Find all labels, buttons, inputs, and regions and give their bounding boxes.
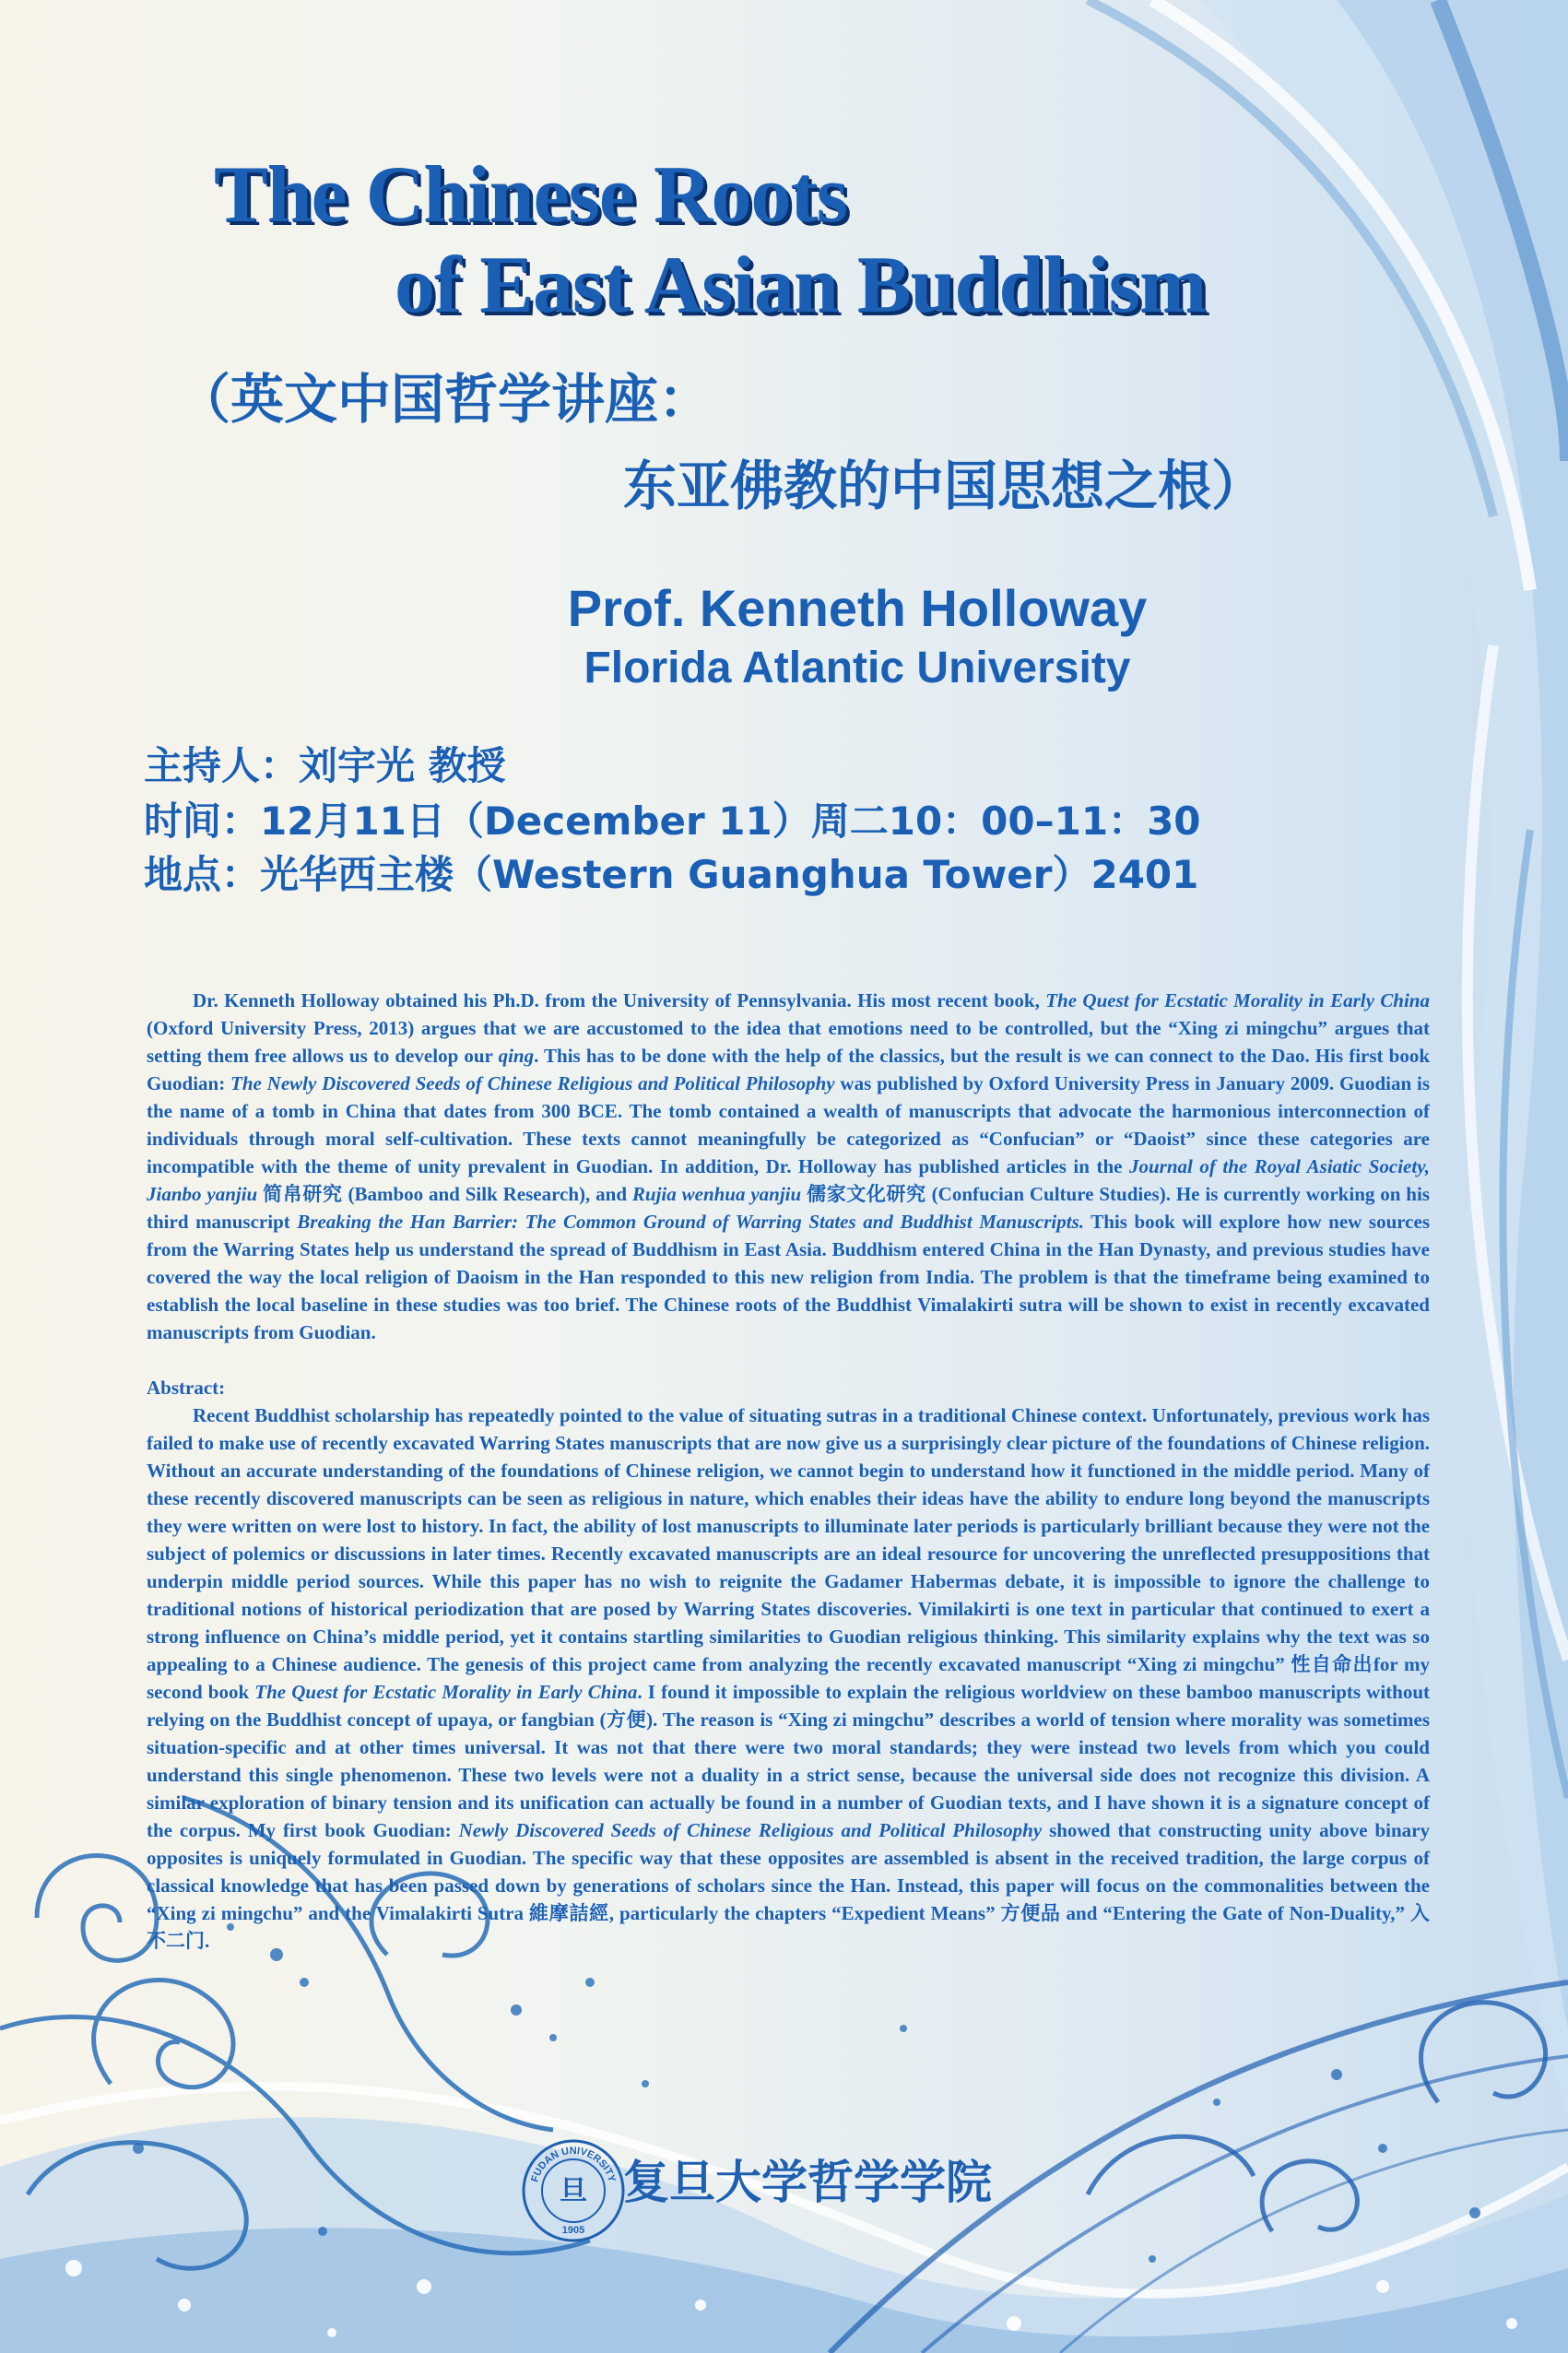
svg-text:1905: 1905 — [561, 2225, 585, 2236]
body-text — [147, 987, 1430, 1955]
place-info: 地点：光华西主楼（Western Guanghua Tower）2401 — [144, 852, 1199, 897]
svg-text:FUDAN UNIVERSITY: FUDAN UNIVERSITY — [529, 2145, 618, 2184]
subtitle-cn-line-2: 东亚佛教的中国思想之根） — [623, 455, 1266, 517]
speaker-name: Prof. Kenneth Holloway — [567, 579, 1148, 637]
institution-name: 复旦大学哲学学院 — [623, 2156, 992, 2209]
time-info: 时间：12月11日（December 11）周二10：00–11：30 — [144, 798, 1201, 844]
abstract-label: Abstract: — [147, 1377, 226, 1399]
svg-text:旦: 旦 — [560, 2175, 587, 2207]
title-line-2: of East Asian Buddhism — [395, 241, 1207, 330]
fudan-university-seal-icon — [520, 2137, 627, 2244]
subtitle-cn-line-1: （英文中国哲学讲座： — [177, 368, 713, 431]
abstract-paragraph: Recent Buddhist scholarship has repeatedly pointed to the value of situating sutras in a traditional Chinese context. Unfortunately, previous work has failed to make use of recently excavated Warring States manuscripts that are now give us a surprisingly clear picture of the foundations of Chinese religion. Without an accurate understanding of the foundations of Chinese religion, we cannot begin to understand how it functioned in the middle period. Many of these recently discovered manuscripts can be seen as religious in nature, which enables their ideas have the ability to endure long beyond the manuscripts they were written on were lost to history. In fact, the ability of lost manuscripts to illuminate later periods is particularly brilliant because they were not the subject of polemics or discussions in later times. Recently excavated manuscripts are an ideal resource for uncovering the unreflected presuppositions that underpin middle period sources. While this paper has no wish to reignite the Gadamer Habermas debate, it is impossible to ignore the challenge to traditional notions of historical periodization that are posed by Warring States discoveries. Vimilakirti is one text in particular that continued to exert a strong influence on China’s middle period, yet it contains startling similarities to Guodian religious thinking. This similarity explains why the text was so appealing to a Chinese audience. The genesis of this project came from analyzing the recently excavated manuscript “Xing zi mingchu” 性自命出for my second book The Quest for Ecstatic Morality in Early China. I found it impossible to explain the religious worldview on these bamboo manuscripts without relying on the Buddhist concept of upaya, or fangbian (方便). The reason is “Xing zi mingchu” describes a world of tension where morality was sometimes situation-specific and at other times universal. It was not that there were two moral standards; they were instead two levels from which you could understand this single phenomenon. These two levels were not a duality in a strict sense, because the universal side does not recognize this division. A similar exploration of binary tension and its unification can actually be found in a number of Guodian texts, and I have shown it is a signature concept of the corpus. My first book Guodian: Newly Discovered Seeds of Chinese Religious and Political Philosophy showed that constructing unity above binary opposites is uniquely formulated in Guodian. The specific way that these opposites are assembled is absent in the received tradition, the large corpus of classical knowledge that has been passed down by generations of scholars since the Han. Instead, this paper will focus on the commonalities between the “Xing zi mingchu” and the Vimalakirti Sutra 維摩詰經, particularly the chapters “Expedient Means” 方便品 and “Entering the Gate of Non-Duality,” 入不二门. — [147, 1404, 1431, 1952]
title-line-1: The Chinese Roots — [214, 150, 848, 240]
host-info: 主持人：刘宇光 教授 — [144, 743, 506, 788]
bio-paragraph: Dr. Kenneth Holloway obtained his Ph.D. from the University of Pennsylvania. His most recent book, The Quest for Ecstatic Morality in Early China (Oxford University Press, 2013) argues that we are accustomed to the idea that emotions need to be controlled, but the “Xing zi mingchu” argues that setting them free allows us to develop our qing. This has to be done with the help of the classics, but the result is we can connect to the Dao. His first book Guodian: The Newly Discovered Seeds of Chinese Religious and Political Philosophy was published by Oxford University Press in January 2009. Guodian is the name of a tomb in China that dates from 300 BCE. The tomb contained a wealth of manuscripts that advocate the harmonious interconnection of individuals through moral self-cultivation. These texts cannot meaningfully be categorized as “Confucian” or “Daoist” since these categories are incompatible with the theme of unity prevalent in Guodian. In addition, Dr. Holloway has published articles in the Journal of the Royal Asiatic Society, Jianbo yanjiu 简帛研究 (Bamboo and Silk Research), and Rujia wenhua yanjiu 儒家文化研究 (Confucian Culture Studies). He is currently working on his third manuscript Breaking the Han Barrier: The Common Ground of Warring States and Buddhist Manuscripts. This book will explore how new sources from the Warring States help us understand the spread of Buddhism in East Asia. Buddhism entered China in the Han Dynasty, and previous studies have covered the way the local religion of Daoism in the Han responded to this new religion from India. The problem is that the timeframe being examined to establish the local baseline in these studies was too brief. The Chinese roots of the Buddhist Vimalakirti sutra will be shown to exist in recently excavated manuscripts from Guodian. — [147, 989, 1430, 1343]
speaker-affiliation: Florida Atlantic University — [584, 644, 1131, 692]
